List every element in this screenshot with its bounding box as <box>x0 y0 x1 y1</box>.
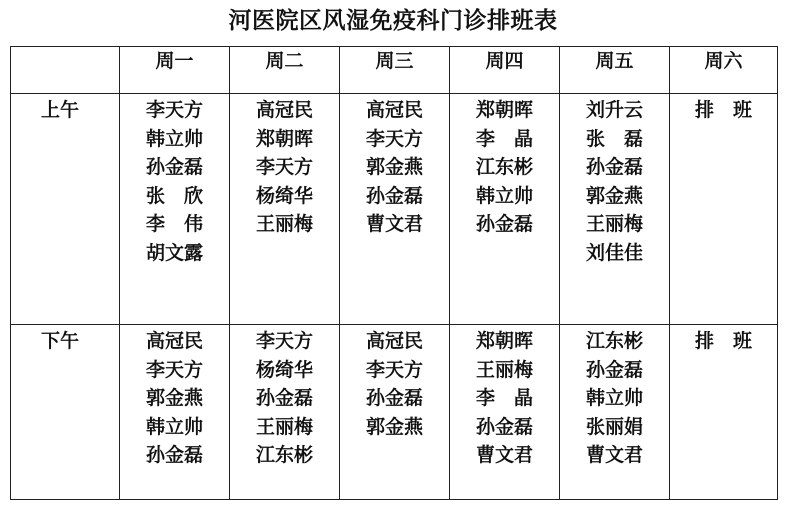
doctor-name: 郑朝晖 <box>255 127 313 150</box>
day-header-fri: 周五 <box>560 47 670 94</box>
doctor-name: 张 欣 <box>145 184 203 207</box>
doctor-name: 郑朝晖 <box>475 330 533 352</box>
schedule-cell-mon <box>120 325 230 500</box>
doctor-name: 胡文露 <box>145 241 203 264</box>
day-header-tue: 周二 <box>230 47 340 94</box>
doctor-name: 王丽梅 <box>475 358 533 381</box>
schedule-cell-wed <box>340 94 450 325</box>
doctor-name: 韩立帅 <box>145 415 203 438</box>
doctor-name: 张 磊 <box>585 127 643 150</box>
doctor-name: 郑朝晖 <box>475 99 533 121</box>
schedule-cell-fri <box>560 325 670 500</box>
schedule-table <box>10 46 778 500</box>
doctor-name: 高冠民 <box>365 99 423 121</box>
doctor-name: 孙金磊 <box>365 387 423 409</box>
doctor-name: 高冠民 <box>365 330 423 352</box>
doctor-name: 孙金磊 <box>585 156 643 178</box>
doctor-name: 孙金磊 <box>585 358 643 381</box>
schedule-cell-tue <box>230 94 340 325</box>
schedule-cell-sat <box>670 94 778 325</box>
doctor-name: 韩立帅 <box>145 127 203 150</box>
doctor-name: 郭金燕 <box>585 184 643 207</box>
corner-cell <box>11 47 120 94</box>
doctor-name: 王丽梅 <box>585 213 643 235</box>
doctor-name: 曹文君 <box>475 444 533 466</box>
doctor-name: 郭金燕 <box>145 387 203 409</box>
schedule-cell-tue <box>230 325 340 500</box>
period-label: 上午 <box>11 94 120 325</box>
doctor-name: 李天方 <box>145 99 203 121</box>
doctor-name: 王丽梅 <box>255 415 313 438</box>
doctor-name: 排 班 <box>694 99 752 121</box>
doctor-name: 江东彬 <box>585 330 643 352</box>
doctor-name: 江东彬 <box>255 444 313 466</box>
doctor-name: 曹文君 <box>585 444 643 466</box>
schedule-cell-sat <box>670 325 778 500</box>
schedule-cell-wed <box>340 325 450 500</box>
schedule-cell-mon <box>120 94 230 325</box>
header-row <box>11 47 778 94</box>
day-header-sat: 周六 <box>670 47 778 94</box>
doctor-name: 李 晶 <box>475 127 533 150</box>
doctor-name: 王丽梅 <box>255 213 313 235</box>
doctor-name: 杨绮华 <box>255 184 313 207</box>
doctor-name: 江东彬 <box>475 156 533 178</box>
doctor-name: 孙金磊 <box>475 415 533 438</box>
day-header-thu: 周四 <box>450 47 560 94</box>
doctor-name: 李天方 <box>145 358 203 381</box>
doctor-name: 郭金燕 <box>365 415 423 438</box>
doctor-name: 孙金磊 <box>365 184 423 207</box>
doctor-name: 张丽娟 <box>585 415 643 438</box>
doctor-name: 李天方 <box>255 330 313 352</box>
doctor-name: 韩立帅 <box>585 387 643 409</box>
doctor-name: 李 晶 <box>475 387 533 409</box>
doctor-name: 李天方 <box>365 127 423 150</box>
table-row-afternoon <box>11 325 778 500</box>
doctor-name: 高冠民 <box>145 330 203 352</box>
table-row-morning <box>11 94 778 325</box>
doctor-name: 李 伟 <box>145 213 203 235</box>
doctor-name: 孙金磊 <box>145 444 203 466</box>
day-header-mon: 周一 <box>120 47 230 94</box>
day-header-wed: 周三 <box>340 47 450 94</box>
page-title: 河医院区风湿免疫科门诊排班表 <box>228 7 558 34</box>
doctor-name: 韩立帅 <box>475 184 533 207</box>
doctor-name: 孙金磊 <box>145 156 203 178</box>
schedule-cell-thu <box>450 94 560 325</box>
doctor-name: 杨绮华 <box>255 358 313 381</box>
doctor-name: 孙金磊 <box>255 387 313 409</box>
doctor-name: 孙金磊 <box>475 213 533 235</box>
doctor-name: 李天方 <box>365 358 423 381</box>
doctor-name: 排 班 <box>694 330 752 352</box>
doctor-name: 曹文君 <box>365 213 423 235</box>
period-label: 下午 <box>11 325 120 500</box>
doctor-name: 刘升云 <box>585 99 643 121</box>
doctor-name: 郭金燕 <box>365 156 423 178</box>
schedule-cell-thu <box>450 325 560 500</box>
schedule-cell-fri <box>560 94 670 325</box>
doctor-name: 李天方 <box>255 156 313 178</box>
doctor-name: 高冠民 <box>255 99 313 121</box>
doctor-name: 刘佳佳 <box>585 241 643 264</box>
